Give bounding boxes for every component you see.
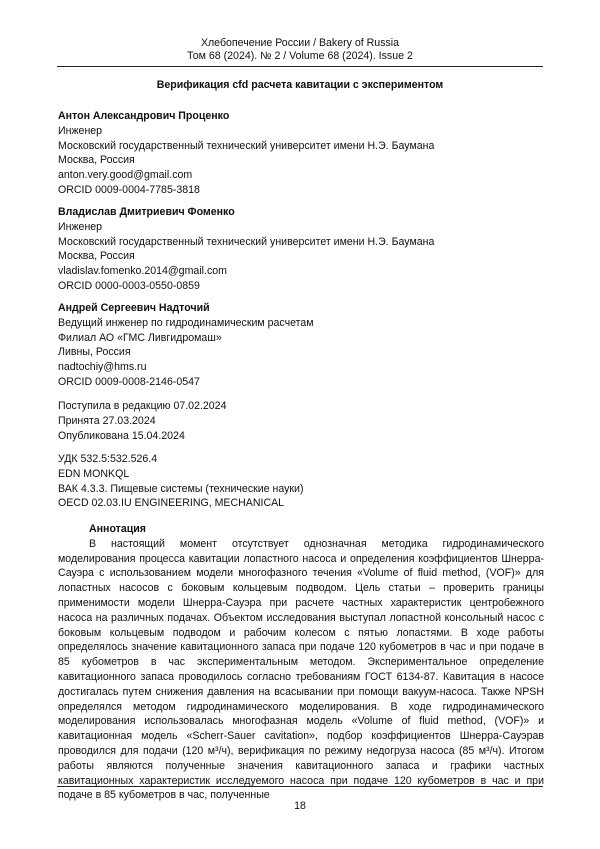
author-location: Москва, Россия [58, 250, 135, 263]
journal-header [0, 37, 600, 63]
author-email: nadtochiy@hms.ru [58, 361, 147, 374]
abstract-heading: Аннотация [89, 523, 146, 535]
footer-divider [57, 786, 543, 787]
author-orcid: ORCID 0000-0003-0550-0859 [58, 279, 200, 292]
accepted-date: Принята 27.03.2024 [58, 414, 156, 427]
author-block [58, 205, 544, 294]
author-name: Андрей Сергеевич Надточий [58, 302, 210, 314]
journal-issue: Том 68 (2024). № 2 / Volume 68 (2024). Issue 2 [187, 50, 413, 62]
author-orcid: ORCID 0009-0008-2146-0547 [58, 375, 200, 388]
received-date: Поступила в редакцию 07.02.2024 [58, 400, 227, 412]
page-number: 18 [294, 800, 306, 812]
article-dates [58, 399, 544, 443]
author-orcid: ORCID 0009-0004-7785-3818 [58, 183, 200, 196]
author-email: vladislav.fomenko.2014@gmail.com [58, 265, 227, 278]
abstract-section [58, 522, 544, 803]
author-position: Ведущий инженер по гидродинамическим расчетам [58, 316, 314, 329]
author-location: Москва, Россия [58, 154, 135, 167]
article-title: Верификация cfd расчета кавитации с экспериментом [156, 79, 444, 91]
author-affiliation: Филиал АО «ГМС Ливгидромаш» [58, 331, 222, 344]
classification-codes [58, 452, 544, 511]
oecd-code: OECD 02.03.IU ENGINEERING, MECHANICAL [58, 497, 285, 510]
author-block [58, 109, 544, 198]
author-block [58, 301, 544, 390]
abstract-text: В настоящий момент отсутствует однозначная методика гидродинамического моделирования процесса кавитации лопастного насоса и определения коэффициентов Шнерра-Сауэра с использованием модели многофазного течения «Volume of fluid method, (VOF)» для лопастных насосов с боковым кольцевым подводом. Цель статьи – проверить границы применимости модели Шнерра-Сауэра при расчете частных характеристик центробежного насоса на различных подачах. Объектом исследования выступал лопастной консольный насос с боковым кольцевым подводом и рабочим колесом с пятью лопастями. В ходе работы определялось значение кавитационного запаса при подаче 120 кубометров в час и при подаче в 85 кубометров в час экспериментальным методом. Экспериментальное определение кавитационного запаса проводилось согласно требованиям ГОСТ 6134-87. Кавитация в насосе достигалась путем снижения давления на всасывании при помощи вакуум-насоса. Также NPSH определялся методом гидродинамического моделирования. В ходе гидродинамического моделирования использовалась многофазная модель «Volume of fluid method, (VOF)» и кавитационная модель «Scherr-Sauer cavitation», подбор коэффициентов Шнерра-Сауэрав проводился для подачи (120 м³/ч), верификация по режиму недогруза насоса (85 м³/ч). Итогом работы являются полученные значения кавитационного запаса и графики частных кавитационных характеристик исследуемого насоса при подаче 120 кубометров в час и при подаче в 85 кубометров в час, полученные [58, 537, 544, 802]
author-name: Владислав Дмитриевич Фоменко [58, 206, 235, 218]
vak-code: ВАК 4.3.3. Пищевые системы (технические науки) [58, 482, 304, 495]
edn-code: EDN MONKQL [58, 467, 130, 480]
udk-code: УДК 532.5:532.526.4 [58, 453, 158, 465]
author-position: Инженер [58, 124, 103, 137]
author-location: Ливны, Россия [58, 346, 131, 359]
published-date: Опубликована 15.04.2024 [58, 429, 185, 442]
header-divider [57, 66, 543, 67]
author-name: Антон Александрович Проценко [58, 110, 230, 122]
author-affiliation: Московский государственный технический университет имени Н.Э. Баумана [58, 235, 435, 248]
author-email: anton.very.good@gmail.com [58, 169, 193, 182]
author-affiliation: Московский государственный технический университет имени Н.Э. Баумана [58, 139, 435, 152]
author-position: Инженер [58, 220, 103, 233]
journal-title: Хлебопечение России / Bakery of Russia [200, 37, 400, 49]
